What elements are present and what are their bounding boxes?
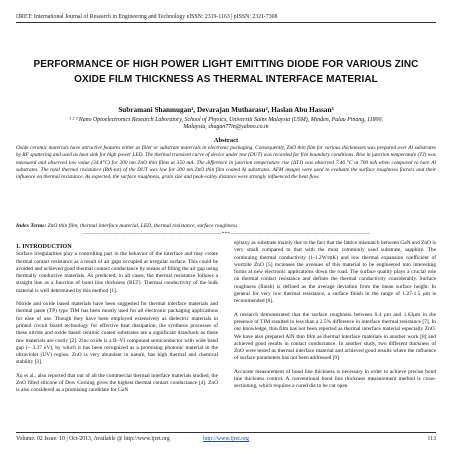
page-number: 113 xyxy=(427,436,436,442)
abstract-heading: Abstract xyxy=(213,137,239,144)
paragraph: epitaxy as substrate mainly due to the fact that the lattice mismatch between GaN and ZnO is very small compared to that with the most commonly used substrate, sapphire. The continuing thermal conductivity (1-1.2W/mK) and low thermal expansion coefficient of wurtzite ZnO [5] increases the avenues of this material to be engineered into interesting forms at new electronic applications down the road. The surface quality plays a crucial role on thermal contact resistance and defines the thermal conductivity considerably. Surface roughness (finish) is defined as the average deviation from the mean surface height. In general for very low thermal resistance, a surface finish in the range of 1.27-1.5 μm is recommended [6]. xyxy=(234,240,436,305)
header-rule xyxy=(16,22,436,23)
paragraph: A research demonstrated that the surface roughness between 0.4 μm and 1.63μm in the presence of TIM resulted in less than a 2.5% difference in interface thermal resistance [7]. In our knowledge, thin film has not been reported as thermal interface material especially ZnO. We have also prepared AlN thin film as thermal interface materials in another work [8] and achieved good results in contact conductance. In another study, two different thickness of ZnO were tested as thermal interface material and achieved good results where the influence of surface parameters has not been addressed [9]. xyxy=(234,311,436,362)
section-separator: -----------------------------------------------------------------------***----------------------------------------------------------------------- xyxy=(82,232,370,237)
section-heading-introduction: 1. INTRODUCTION xyxy=(16,243,72,250)
right-column xyxy=(234,240,436,397)
affiliation: ¹ ² ³ Nano Optoelectronics Research Laboratory, School of Physics, Universiti Sains Malaysia (USM), Minden, Pulau Pinang, 11800, Malaysia, shagan77in@yahoo.co.in xyxy=(69,117,383,131)
index-terms xyxy=(16,223,436,229)
paper-title: PERFORMANCE OF HIGH POWER LIGHT EMITTING DIODE FOR VARIOUS ZINC OXIDE FILM THICKNESS AS THERMAL INTERFACE MATERIAL xyxy=(33,59,419,85)
left-column xyxy=(16,240,218,401)
paragraph: Accurate measurement of bond line thickness is necessary in order to achieve precise bond line thickness control. A conventional bond line thickness measurement method is cross-sectioning, which requires a cured die to be cut open xyxy=(234,368,436,390)
footer-rule xyxy=(16,432,436,433)
index-terms-values: ZnO thin film, thermal interface material, LED, thermal resistance, surface roughness xyxy=(47,223,238,229)
paragraph: Xu et al., also reported that out of all the commercial thermal interface materials studied, the ZnO filled silicone of Dow Corning gives the highest thermal contact conductance [4]. ZnO is also considered as a promising candidate for GaN xyxy=(16,372,218,394)
page-footer xyxy=(16,436,436,442)
paragraph: Surface irregularities play a controlling part in the behavior of the interface and may create thermal contact resistance as a result of air gaps occupied at irregular surface. This could be avoided and achieved good thermal contact conductance by means of filling the air gap using thermally conductive materials. As predicted, in all cases, the thermal resistance follows a straight line as a function of bond line thickness (BLT). Thermal conductivity of the bulk material is well determined by this method [1]. xyxy=(16,251,218,294)
index-terms-label: Index Terms: xyxy=(16,223,47,229)
paragraph: Nitride and oxide based materials have been suggested for thermal interface materials and thermal paste (TP) type TIM has been mostly used for all electronic packaging applications for ease of use. Though they have been employed extensively as dielectric materials in printed circuit board technology for effective heat dissipation, the synthesis processes of these nitride and oxide based ceramic coated substrates are a significant drawback as these raw materials are costly [2]. Zinc oxide is a II–VI compound semiconductor with wide band gap (~ 3.37 eV), by which it has been recognized as a promising photonic material in the ultraviolet (UV) region. ZnO is very abundant in nature, has high thermal and chemical stability [3]. xyxy=(16,301,218,366)
abstract-text: Oxide ceramic materials have attractive features either as filler or substrate materials in electronic packaging. Consequently, ZnO thin film for various thicknesses was prepared over Al substrates by RF sputtering and used as heat sink for high power LED. The thermal transient curve of device under test (DUT) was recorded for five boundary conditions. Rise in junction temperature (TJ) was measured and observed low value (34.4°C) for 200 nm ZnO thin films at 350 mA. The difference in junction temperature rise (ΔTJ) was observed 7.46 °C at 700 mA when compared to bare Al substrates. The total thermal resistance (Rth-tot) of the DUT was low for 200 nm ZnO thin film coated Al substrates. AFM images were used to evaluate the surface roughness factors and their influence on thermal resistance. As expected, the surface roughness, grain size and peak-valley distance were strongly influenced the heat flow. xyxy=(16,145,436,181)
footer-volume-info: Volume: 02 Issue: 10 | Oct-2013, Available @ http://www.ijret.org xyxy=(16,436,170,442)
journal-header: IJRET: International Journal of Research in Engineering and Technology eISSN: 2319-1163 | pISSN: 2321-7308 xyxy=(16,14,278,20)
footer-link[interactable]: http://www.ijret.org xyxy=(203,436,249,442)
author-list: Subramani Shanmugan¹, Devarajan Mutharasu², Haslan Abu Hassan³ xyxy=(118,106,334,114)
